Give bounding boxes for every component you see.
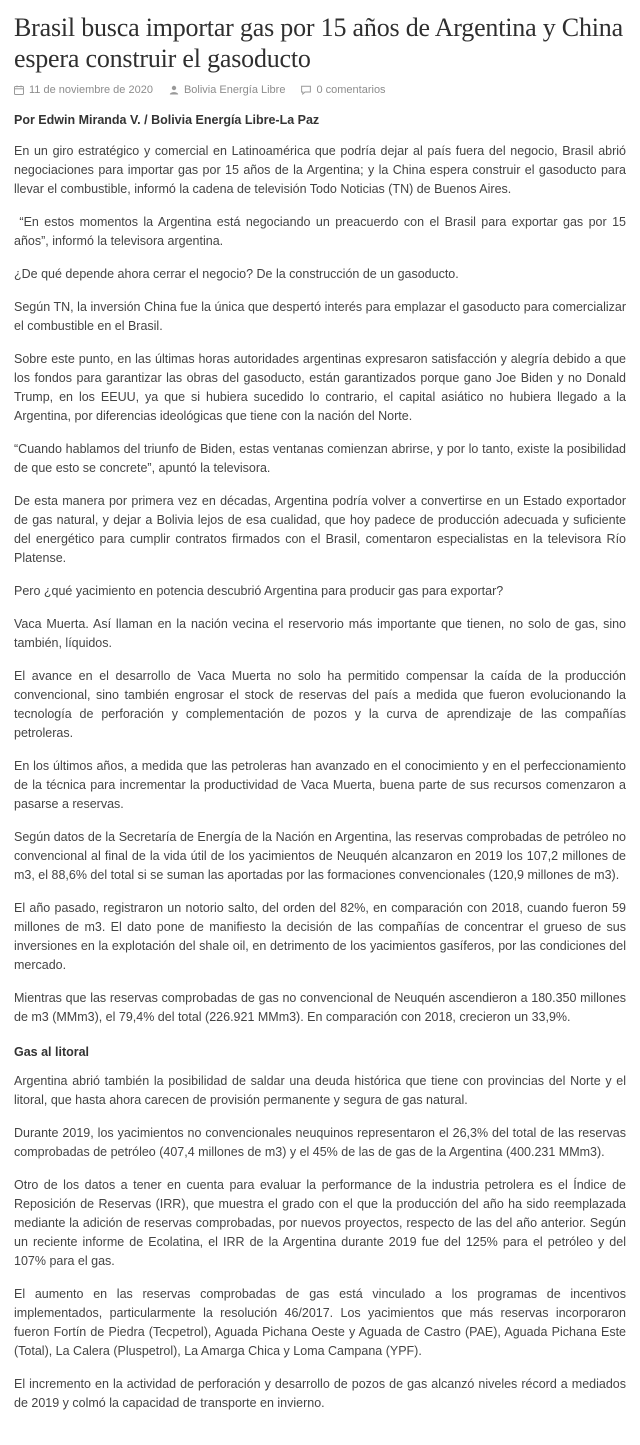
paragraph: El incremento en la actividad de perforación y desarrollo de pozos de gas alcanzó niveles récord a mediados de 2019 y colmó la capacidad de transporte en invierno. — [14, 1377, 626, 1410]
section-heading: Gas al litoral — [14, 1045, 90, 1059]
paragraph: El aumento en las reservas comprobadas de gas está vinculado a los programas de incentivos implementados, particularmente la resolución 46/2017. Los yacimientos que más reservas incorporaron fueron Fortín de Piedra (Tecpetrol), Aguada Pichana Oeste y Aguada de Castro (PAE), Aguada Pichana Este (Total), La Calera (Pluspetrol), La Amarga Chica y Loma Campana (YPF). — [14, 1287, 626, 1358]
paragraph: ¿De qué depende ahora cerrar el negocio? De la construcción de un gasoducto. — [14, 267, 459, 281]
paragraph: Según TN, la inversión China fue la única que despertó interés para emplazar el gasoducto para comercializar el combustible en el Brasil. — [14, 300, 626, 333]
paragraph: En los últimos años, a medida que las petroleras han avanzado en el conocimiento y en el perfeccionamiento de la técnica para incrementar la productividad de Vaca Muerta, buena parte de sus recursos comenzaron a pasarse a reservas. — [14, 759, 626, 811]
article-meta-bar — [14, 84, 626, 96]
paragraph: Sobre este punto, en las últimas horas autoridades argentinas expresaron satisfacción y alegría debido a que los fondos para garantizar las obras del gasoducto, están garantizados porque gano Joe Biden y no Donald Trump, en los EEUU, ya que si hubiera sucedido lo contrario, el capital asiático no hubiera llegado a la Argentina, por diferencias ideológicas que tiene con la nación del Norte. — [14, 352, 626, 423]
paragraph: Pero ¿qué yacimiento en potencia descubrió Argentina para producir gas para exportar? — [14, 584, 504, 598]
paragraph: “En estos momentos la Argentina está negociando un preacuerdo con el Brasil para exportar gas por 15 años”, informó la televisora argentina. — [14, 215, 626, 248]
page-title: Brasil busca importar gas por 15 años de Argentina y China espera construir el gasoducto — [14, 13, 623, 73]
meta-date — [14, 84, 153, 96]
meta-author — [169, 84, 286, 96]
meta-date-label: 11 de noviembre de 2020 — [29, 84, 153, 96]
meta-comments — [301, 84, 385, 96]
paragraph: De esta manera por primera vez en décadas, Argentina podría volver a convertirse en un Estado exportador de gas natural, y dejar a Bolivia lejos de esa cualidad, que hoy padece de producción adecuada y suficiente del energético para cumplir contratos firmados con el Brasil, comentaron especialistas en la televisora Río Platense. — [14, 494, 626, 565]
user-icon — [169, 85, 179, 95]
paragraph: En un giro estratégico y comercial en Latinoamérica que podría dejar al país fuera del negocio, Brasil abrió negociaciones para importar gas por 15 años de la Argentina; y la China espera construir el gasoducto para llevar el combustible, informó la cadena de televisión Todo Noticias (TN) de Buenos Aires. — [14, 144, 626, 196]
paragraph: Otro de los datos a tener en cuenta para evaluar la performance de la industria petrolera es el Índice de Reposición de Reservas (IRR), que muestra el grado con el que la producción del año ha sido reemplazada mediante la adición de reservas comprobadas, por nuevos proyectos, respecto de las del año anterior. Según un reciente informe de Ecolatina, el IRR de la Argentina durante 2019 fue del 125% para el petróleo y del 107% para el gas. — [14, 1178, 626, 1268]
calendar-icon — [14, 85, 24, 95]
paragraph: El año pasado, registraron un notorio salto, del orden del 82%, en comparación con 2018, cuando fueron 59 millones de m3. El dato pone de manifiesto la decisión de las compañías de concentrar el grueso de sus inversiones en la explotación del shale oil, en detrimento de los yacimientos gasíferos, por las condiciones del mercado. — [14, 901, 626, 972]
paragraph: Según datos de la Secretaría de Energía de la Nación en Argentina, las reservas comprobadas de petróleo no convencional al final de la vida útil de los yacimientos de Neuquén alcanzaron en 2019 los 107,2 millones de m3, el 88,6% del total si se suman las aportadas por las formaciones convencionales (120,9 millones de m3). — [14, 830, 626, 882]
comment-icon — [301, 85, 311, 95]
paragraph: “Cuando hablamos del triunfo de Biden, estas ventanas comienzan abrirse, y por lo tanto, existe la posibilidad de que esto se concrete”, apuntó la televisora. — [14, 442, 626, 475]
meta-author-label[interactable]: Bolivia Energía Libre — [183, 84, 286, 96]
paragraph: Argentina abrió también la posibilidad de saldar una deuda histórica que tiene con provincias del Norte y el litoral, que hasta ahora carecen de provisión permanente y segura de gas natural. — [14, 1074, 626, 1107]
paragraph: Durante 2019, los yacimientos no convencionales neuquinos representaron el 26,3% del total de las reservas comprobadas de petróleo (407,4 millones de m3) y el 45% de las de gas de la Argentina (400.231 MMm3). — [14, 1126, 626, 1159]
meta-comments-label[interactable]: 0 comentarios — [316, 84, 386, 96]
paragraph: Vaca Muerta. Así llaman en la nación vecina el reservorio más importante que tienen, no solo de gas, sino también, líquidos. — [14, 617, 626, 650]
paragraph: El avance en el desarrollo de Vaca Muerta no solo ha permitido compensar la caída de la producción convencional, sino también engrosar el stock de reservas del país a medida que fueron evolucionando la tecnología de perforación y complementación de pozos y la curva de aprendizaje de las compañías petroleras. — [14, 669, 626, 740]
paragraph: Mientras que las reservas comprobadas de gas no convencional de Neuquén ascendieron a 180.350 millones de m3 (MMm3), el 79,4% del total (226.921 MMm3). En comparación con 2018, crecieron un 33,9%. — [14, 991, 626, 1024]
article-byline: Por Edwin Miranda V. / Bolivia Energía Libre-La Paz — [14, 113, 320, 127]
